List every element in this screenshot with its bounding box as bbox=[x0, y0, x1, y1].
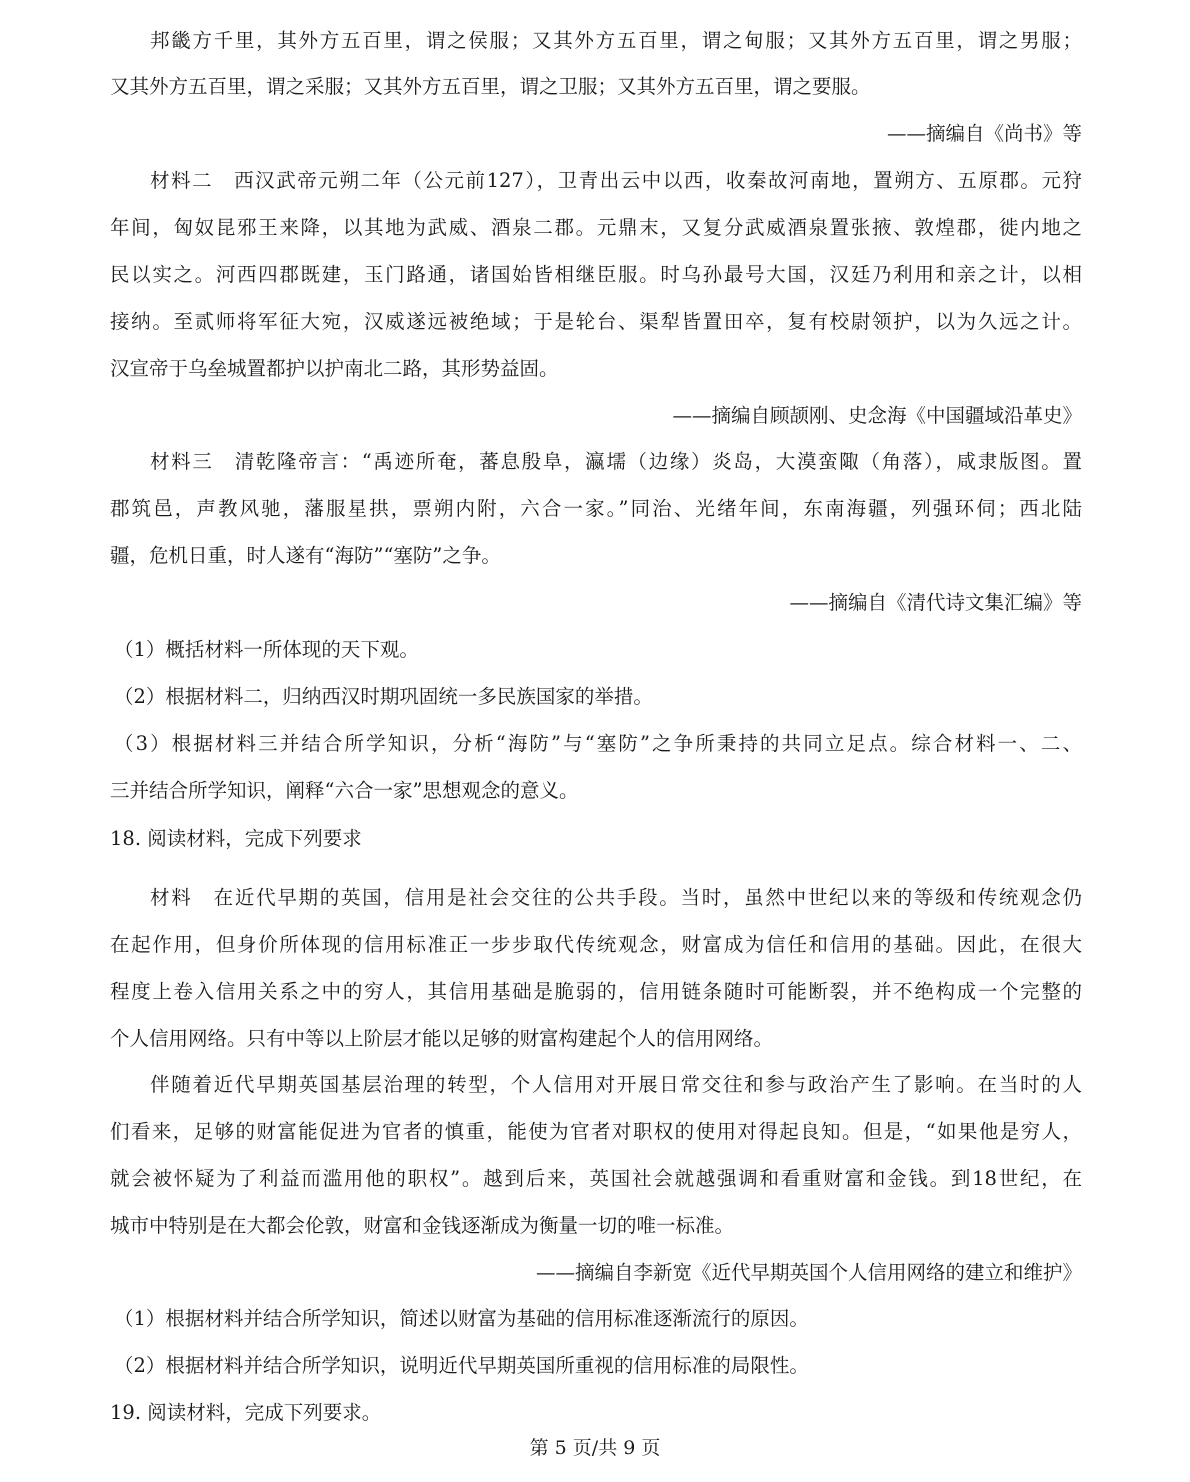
q18-para1-line-2: 在起作用，但身价所体现的信用标准正一步步取代传统观念，财富成为信任和信用的基础。因此，在很大 bbox=[110, 933, 1082, 956]
q18-source: ——摘编自李新宽《近代早期英国个人信用网络的建立和维护》 bbox=[535, 1261, 1082, 1284]
q18-para1-line-3: 程度上卷入信用关系之中的穷人，其信用基础是脆弱的，信用链条随时可能断裂，并不绝构成一个完整的 bbox=[110, 980, 1082, 1003]
q17-item-2: （2）根据材料二，归纳西汉时期巩固统一多民族国家的举措。 bbox=[114, 685, 653, 708]
q18-para2-line-1: 伴随着近代早期英国基层治理的转型，个人信用对开展日常交往和参与政治产生了影响。在当时的人 bbox=[150, 1073, 1082, 1096]
q17-item-3: （3）根据材料三并结合所学知识，分析“海防”与“塞防”之争所秉持的共同立足点。综合材料一、二、 bbox=[114, 732, 1082, 755]
q19-heading: 19. 阅读材料，完成下列要求。 bbox=[110, 1401, 382, 1424]
material1-line-2: 又其外方五百里，谓之采服；又其外方五百里，谓之卫服；又其外方五百里，谓之要服。 bbox=[110, 75, 871, 98]
q18-para1-line-4: 个人信用网络。只有中等以上阶层才能以足够的财富构建起个人的信用网络。 bbox=[110, 1027, 774, 1050]
q18-item-1: （1）根据材料并结合所学知识，简述以财富为基础的信用标准逐渐流行的原因。 bbox=[114, 1307, 809, 1330]
q18-para1-line-1: 材料 在近代早期的英国，信用是社会交往的公共手段。当时，虽然中世纪以来的等级和传统观念仍 bbox=[150, 886, 1082, 909]
q17-item-3-cont: 三并结合所学知识，阐释“六合一家”思想观念的意义。 bbox=[110, 779, 579, 802]
page-number: 第 5 页/共 9 页 bbox=[529, 1437, 661, 1459]
material2-line-3: 民以实之。河西四郡既建，玉门路通，诸国始皆相继臣服。时乌孙最号大国，汉廷乃利用和亲之计，以相 bbox=[110, 263, 1082, 286]
q17-item-1: （1）概括材料一所体现的天下观。 bbox=[114, 638, 419, 661]
q18-heading: 18. 阅读材料，完成下列要求 bbox=[110, 827, 362, 850]
q18-para2-line-4: 城市中特别是在大都会伦敦，财富和金钱逐渐成为衡量一切的唯一标准。 bbox=[110, 1214, 735, 1237]
material1-line-1: 邦畿方千里，其外方五百里，谓之侯服；又其外方五百里，谓之甸服；又其外方五百里，谓之男服； bbox=[150, 29, 1082, 52]
material3-source: ——摘编自《清代诗文集汇编》等 bbox=[789, 591, 1082, 614]
material2-line-5: 汉宣帝于乌垒城置都护以护南北二路，其形势益固。 bbox=[110, 357, 559, 380]
q18-para2-line-3: 就会被怀疑为了利益而滥用他的职权”。越到后来，英国社会就越强调和看重财富和金钱。到18世纪，在 bbox=[110, 1167, 1082, 1190]
material2-line-1: 材料二 西汉武帝元朔二年（公元前127），卫青出云中以西，收秦故河南地，置朔方、五原郡。元狩 bbox=[150, 169, 1082, 192]
material3-line-1: 材料三 清乾隆帝言：“禹迹所奄，蕃息殷阜，瀛壖（边缘）炎岛，大漠蛮陬（角落），咸隶版图。置 bbox=[150, 450, 1082, 473]
q18-item-2: （2）根据材料并结合所学知识，说明近代早期英国所重视的信用标准的局限性。 bbox=[114, 1354, 809, 1377]
material2-line-4: 接纳。至贰师将军征大宛，汉威遂远被绝域；于是轮台、渠犁皆置田卒，复有校尉领护，以为久远之计。 bbox=[110, 310, 1082, 333]
material3-line-3: 疆，危机日重，时人遂有“海防”“塞防”之争。 bbox=[110, 544, 501, 567]
material2-source: ——摘编自顾颉刚、史念海《中国疆域沿革史》 bbox=[672, 404, 1082, 427]
q18-para2-line-2: 们看来，足够的财富能促进为官者的慎重，能使为官者对职权的使用对得起良知。但是，“如果他是穷人， bbox=[110, 1120, 1082, 1143]
material3-line-2: 郡筑邑，声教风驰，藩服星拱，票朔内附，六合一家。”同治、光绪年间，东南海疆，列强环伺；西北陆 bbox=[110, 497, 1082, 520]
material1-source: ——摘编自《尚书》等 bbox=[886, 122, 1082, 145]
material2-line-2: 年间，匈奴昆邪王来降，以其地为武威、酒泉二郡。元鼎末，又复分武威酒泉置张掖、敦煌郡，徙内地之 bbox=[110, 216, 1082, 239]
